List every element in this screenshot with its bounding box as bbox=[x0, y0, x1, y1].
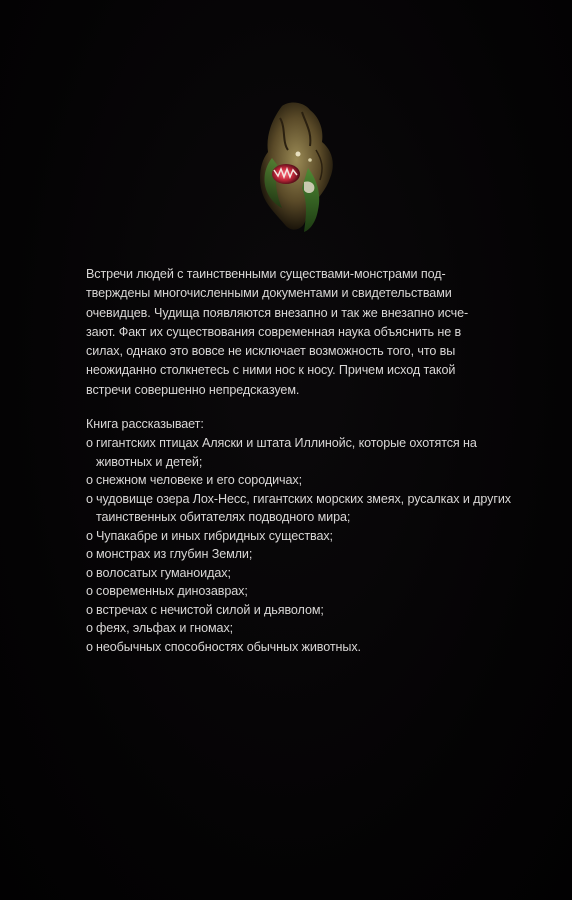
description-line: Встречи людей с таинственными существами-монстрами под- bbox=[86, 267, 446, 281]
list-item-text: необычных способностях обычных животных. bbox=[96, 639, 361, 654]
description-line: неожиданно столкнетесь с ними нос к носу. Причем исход такой bbox=[86, 363, 456, 378]
list-item bbox=[86, 490, 516, 527]
description-line: встречи совершенно непредсказуем. bbox=[86, 382, 300, 397]
list-item-text: снежном человеке и его сородичах; bbox=[96, 473, 302, 487]
list-heading: Книга рассказывает: bbox=[86, 417, 204, 431]
list-item bbox=[86, 582, 516, 601]
list-item-text: Чупакабре и иных гибридных существах; bbox=[96, 528, 333, 543]
list-item-text: гигантских птицах Аляски и штата Иллинойс, которые охотятся на животных и детей; bbox=[96, 436, 477, 469]
list-item-text: чудовище озера Лох-Несс, гигантских морских змеях, русалках и других таинственных обитателях подводного мира; bbox=[96, 491, 511, 524]
description-line: очевидцев. Чудища появляются внезапно и так же внезапно исче- bbox=[86, 305, 469, 320]
list-item bbox=[86, 619, 516, 638]
list-item bbox=[86, 471, 516, 490]
bullet-marker: о bbox=[86, 436, 93, 450]
bullet-marker: о bbox=[86, 639, 93, 654]
list-item bbox=[86, 638, 516, 657]
description-text bbox=[86, 265, 506, 400]
list-item bbox=[86, 601, 516, 620]
bullet-marker: о bbox=[86, 602, 93, 617]
list-item bbox=[86, 527, 516, 546]
bullet-marker: о bbox=[86, 584, 93, 598]
list-item-text: монстрах из глубин Земли; bbox=[96, 547, 253, 561]
bullet-marker: о bbox=[86, 621, 93, 635]
topics-list bbox=[86, 434, 516, 656]
description-line: силах, однако это вовсе не исключает возможность того, что вы bbox=[86, 344, 456, 359]
description-line: тверждены многочисленными документами и свидетельствами bbox=[86, 286, 452, 301]
monster-face-icon bbox=[252, 98, 344, 234]
list-item-text: волосатых гуманоидах; bbox=[96, 565, 231, 580]
list-item-text: встречах с нечистой силой и дьяволом; bbox=[96, 602, 324, 617]
list-item-text: современных динозаврах; bbox=[96, 584, 248, 598]
bullet-marker: о bbox=[86, 547, 93, 561]
bullet-marker: о bbox=[86, 473, 93, 487]
bullet-marker: о bbox=[86, 565, 93, 580]
list-item bbox=[86, 434, 516, 471]
description-line: зают. Факт их существования современная наука объяснить не в bbox=[86, 324, 462, 339]
list-item bbox=[86, 564, 516, 583]
bullet-marker: о bbox=[86, 491, 93, 506]
list-item-text: феях, эльфах и гномах; bbox=[96, 621, 234, 635]
bullet-marker: о bbox=[86, 528, 93, 543]
list-item bbox=[86, 545, 516, 564]
